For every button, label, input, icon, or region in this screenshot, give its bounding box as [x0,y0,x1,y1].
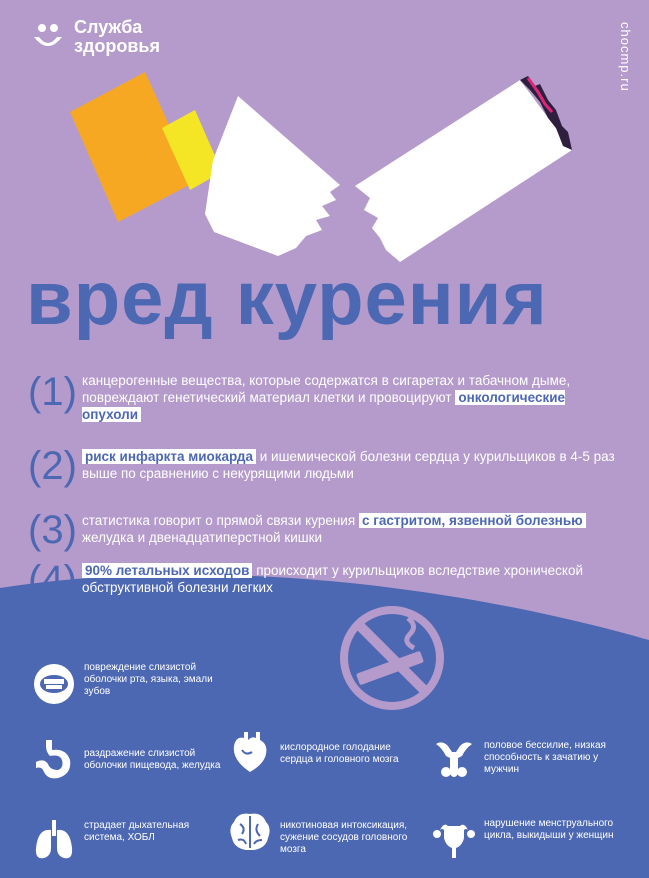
uterus-icon [432,816,476,860]
fact-text [82,562,622,596]
page-title: вред курения [26,256,548,341]
fact-highlight: с гастритом, язвенной болезнью [359,513,586,528]
effect-text: кислородное голодание сердца и головного мозга [280,742,399,765]
fact-text [82,512,622,546]
site-url: chocmp.ru [618,22,633,92]
broken-cigarette-illustration [0,60,649,270]
no-smoking-icon [334,600,450,716]
lungs-icon [32,818,76,862]
male-reproductive-icon [432,738,476,782]
heart-icon [228,730,272,774]
fact-text [82,448,622,482]
logo-line2: здоровья [74,36,160,56]
fact-pre: канцерогенные вещества, которые содержатся в сигаретах и табачном дыме, повреждают генетический материал клетки и провоцируют [82,373,571,405]
fact-number: (2) [28,444,77,488]
logo [30,18,160,56]
effect-text: повреждение слизистой оболочки рта, языка, эмали зубов [84,662,213,697]
effect-text: половое бессилие, низкая способность к зачатию у мужчин [484,740,606,775]
fact-pre: статистика говорит о прямой связи курения [82,513,356,528]
effect-item [32,738,232,782]
fact-number: (1) [28,370,77,414]
fact-highlight: онкологические опухоли [82,390,566,422]
fact-number: (3) [28,508,77,552]
fact-post: происходит у курильщиков вследствие хронической обструктивной болезни легких [82,563,584,595]
effect-item [32,818,232,862]
stomach-icon [32,738,76,782]
effect-text: нарушение менструального цикла, выкидыши у женщин [484,818,614,841]
smile-heart-icon [30,19,66,55]
effect-item [432,738,632,782]
fact-highlight: 90% летальных исходов [82,563,252,578]
fact-post: и ишемической болезни сердца у курильщиков в 4-5 раз выше по сравнению с некурящими людьми [82,449,615,481]
brain-icon [228,810,272,854]
effect-item [228,730,428,774]
effect-item [432,816,632,860]
effect-text: страдает дыхательная система, ХОБЛ [84,820,190,843]
effect-text: раздражение слизистой оболочки пищевода, желудка [84,748,221,771]
fact-highlight: риск инфаркта миокарда [82,449,256,464]
fact-post: желудка и двенадцатиперстной кишки [82,530,323,545]
fact-text [82,372,622,423]
effect-text: никотиновая интоксикация, сужение сосудов головного мозга [280,820,408,855]
mouth-icon [32,662,76,706]
logo-line1: Служба [74,17,143,37]
effect-item [32,662,232,706]
fact-number: (4) [28,558,77,602]
effect-item [228,810,428,856]
